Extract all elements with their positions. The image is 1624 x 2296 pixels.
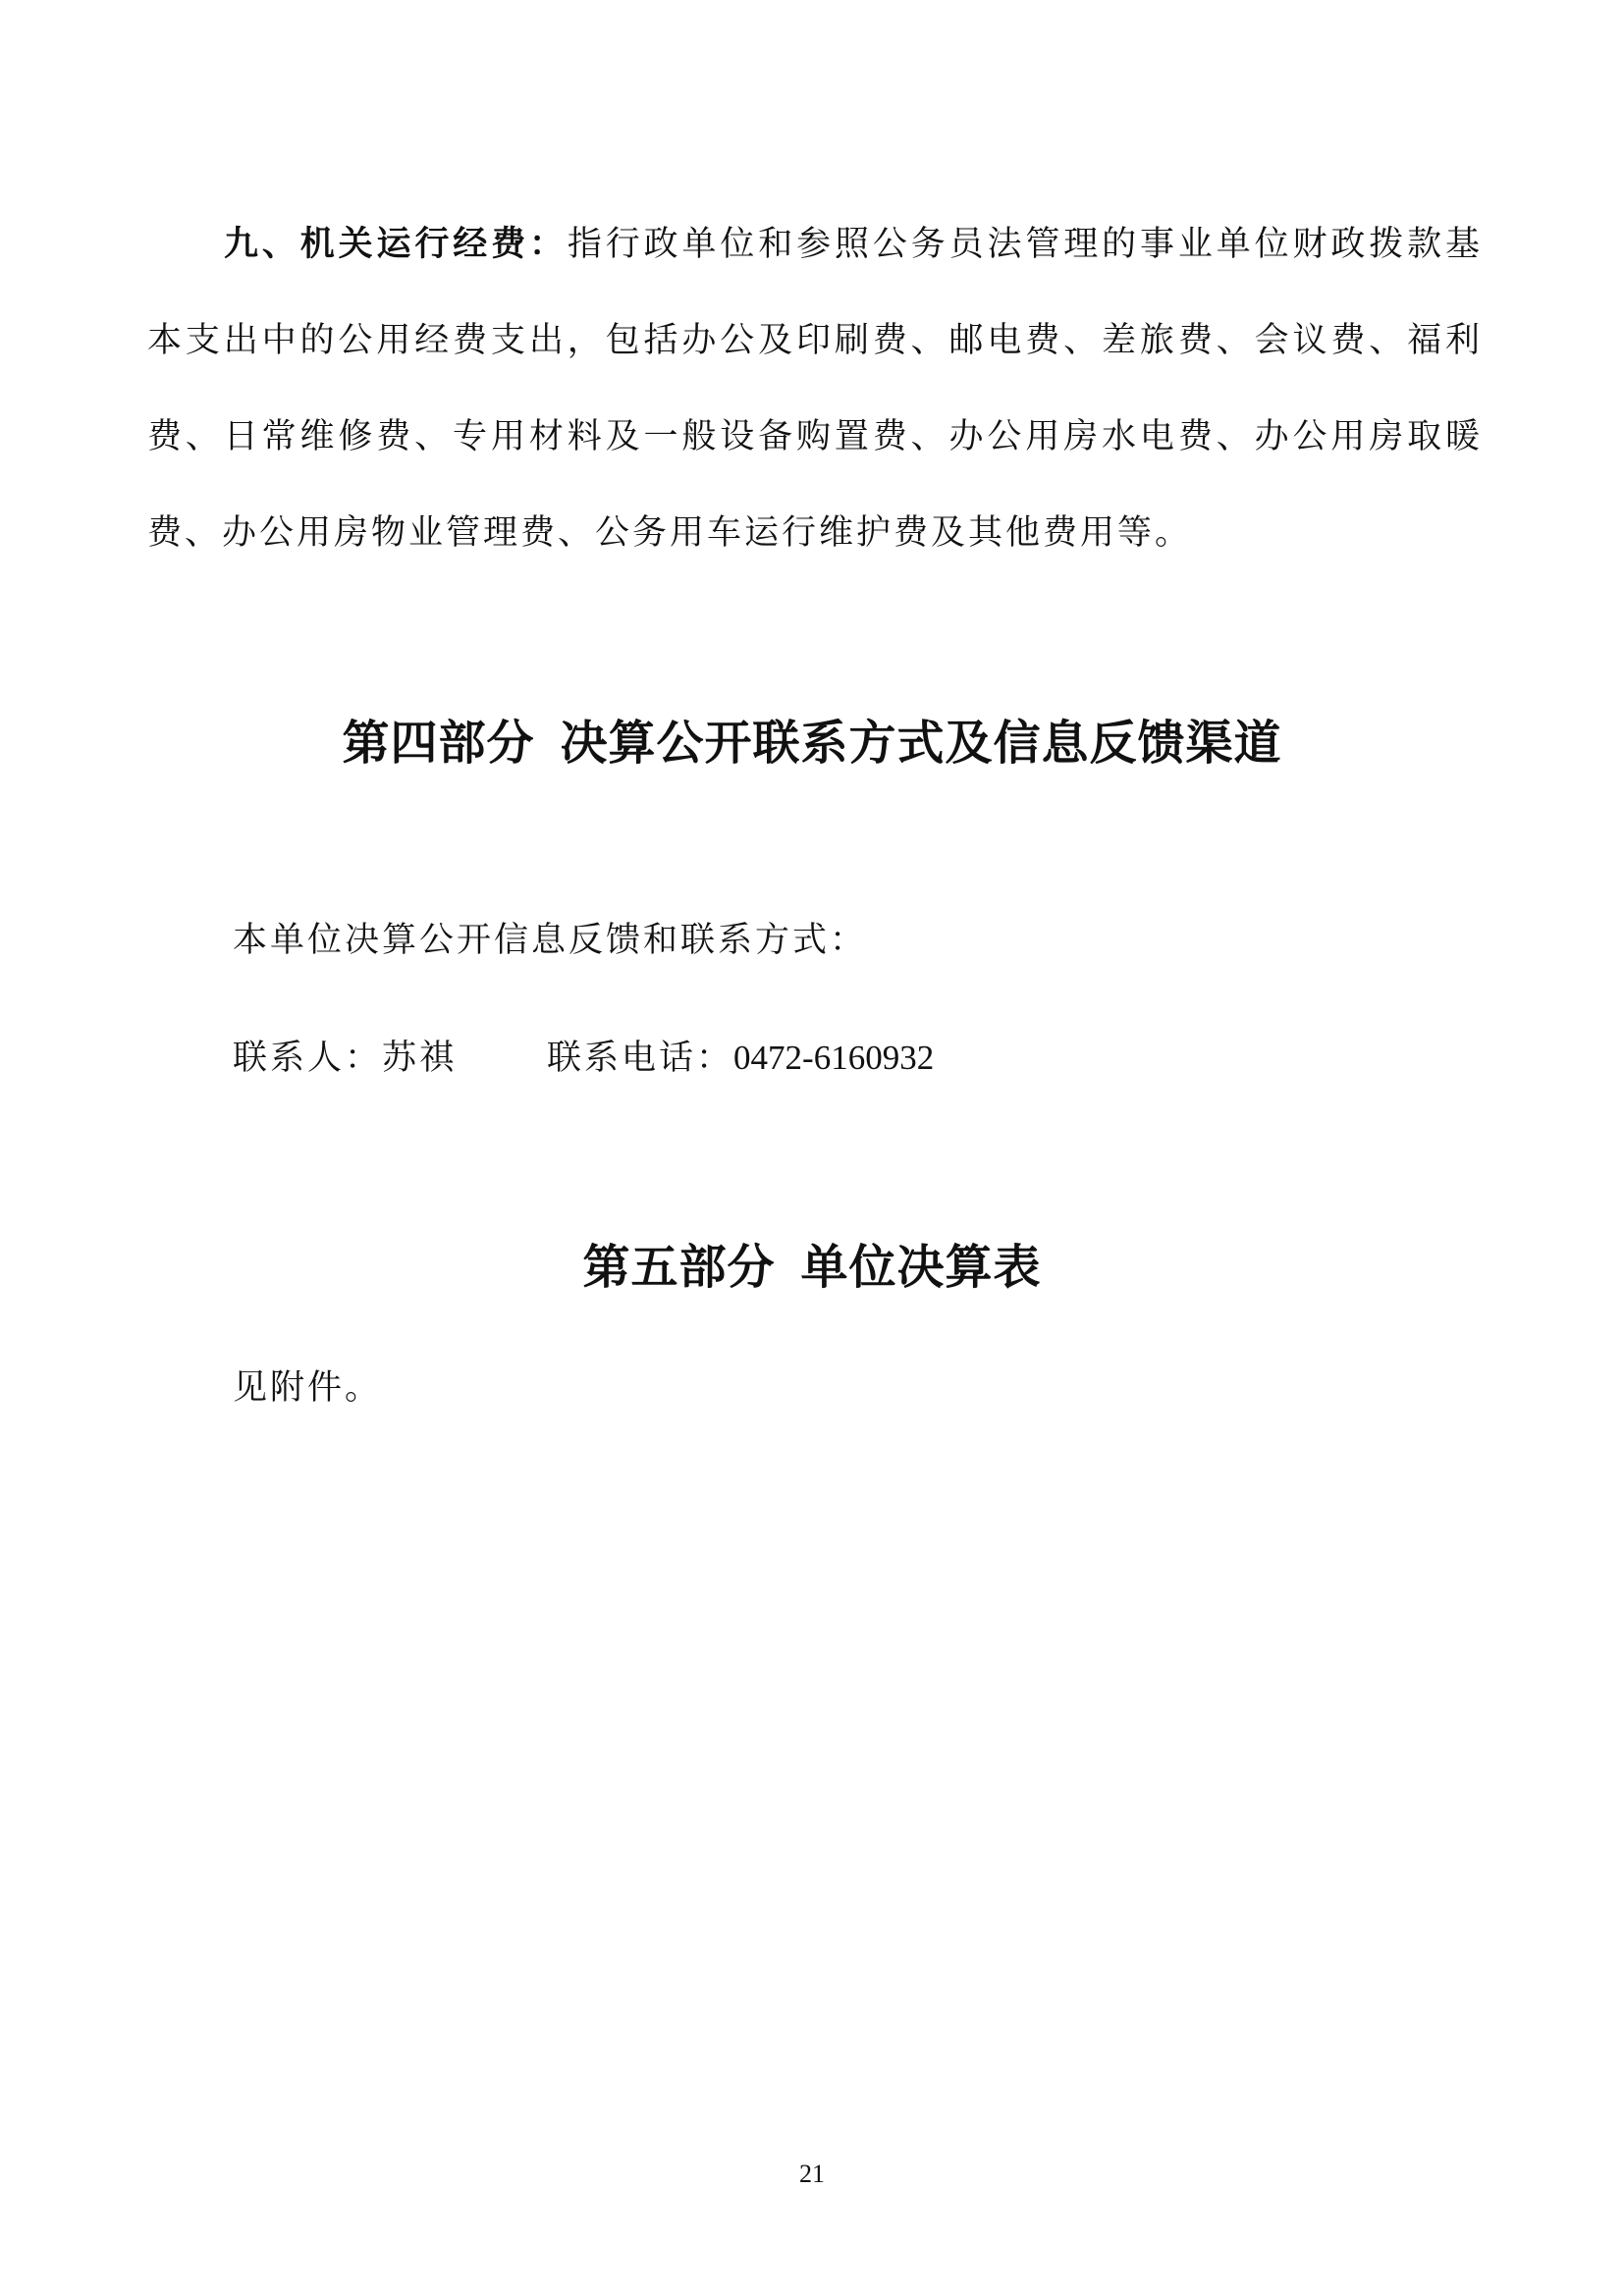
part4-title: 决算公开联系方式及信息反馈渠道 bbox=[560, 716, 1282, 771]
part4-heading bbox=[0, 705, 1624, 773]
contact-line bbox=[233, 1031, 934, 1080]
attachment-note: 见附件。 bbox=[233, 1368, 383, 1408]
section9-body: 指行政单位和参照公务员法管理的事业单位财政拨款基本支出中的公用经费支出，包括办公及印刷费、邮电费、差旅费、会议费、福利费、日常维修费、专用材料及一般设备购置费、办公用房水电费、办公用房取暖费、办公用房物业管理费、公务用车运行维护费及其他费用等。 bbox=[147, 225, 1483, 553]
phone-label: 联系电话： bbox=[547, 1039, 734, 1078]
contact-label: 联系人： bbox=[233, 1039, 383, 1078]
phone-number: 0472-6160932 bbox=[733, 1039, 935, 1077]
contact-name: 苏祺 bbox=[382, 1039, 458, 1078]
feedback-intro: 本单位决算公开信息反馈和联系方式： bbox=[233, 921, 868, 960]
part4-number: 第四部分 bbox=[342, 716, 535, 771]
part5-title: 单位决算表 bbox=[800, 1240, 1042, 1295]
section9-paragraph bbox=[147, 196, 1483, 581]
page-number: 21 bbox=[799, 2160, 825, 2188]
section9-lead: 九、机关运行经费： bbox=[224, 225, 568, 264]
part5-number: 第五部分 bbox=[582, 1240, 776, 1295]
part5-heading bbox=[0, 1229, 1624, 1297]
